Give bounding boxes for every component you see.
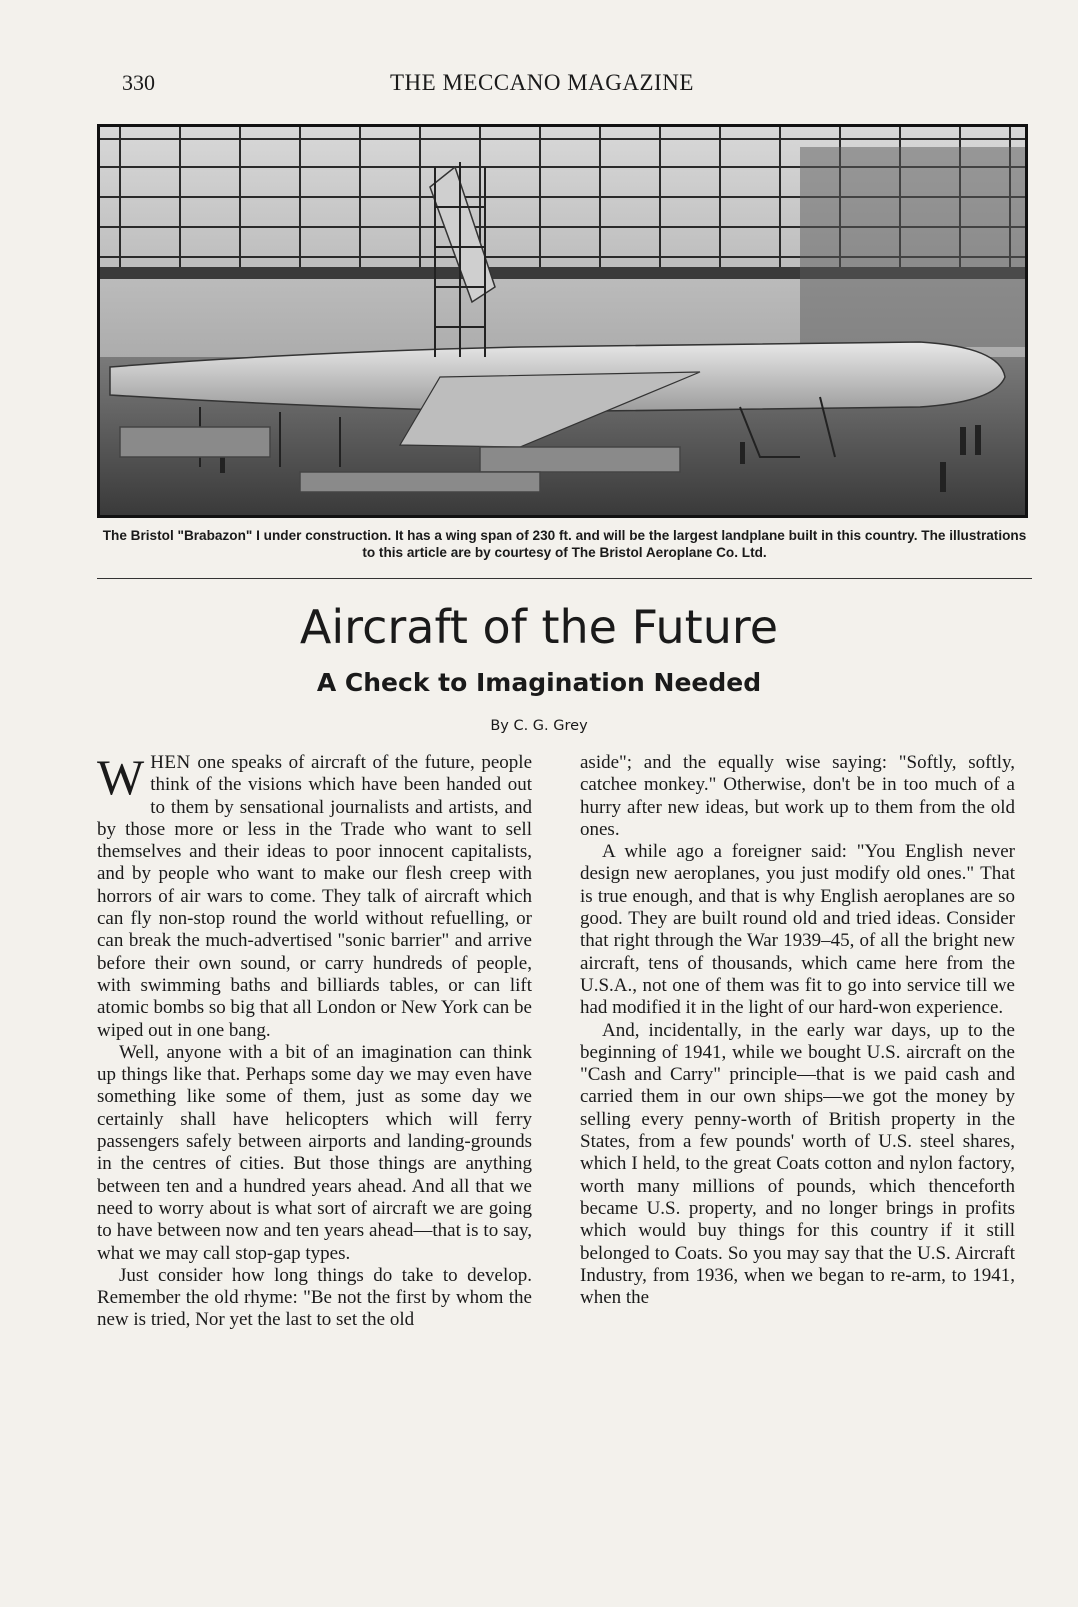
article-paragraph: And, incidentally, in the early war days, up to the beginning of 1941, while we bought U.S. aircraft on the "Cash and Carry" principle—that is we paid cash and carried them in our own ships—we got the money by selling every penny-worth of British property in the States, from a few pounds' worth of U.S. steel shares, which I held, to the great Coats cotton and nylon factory, worth many millions of pounds, which thenceforth became U.S. property, and no longer brings in profits which would buy things for this country if it still belonged to Coats. So you may say that the U.S. Aircraft Industry, from 1936, when we began to re-arm, to 1941, when the [580,1019,1015,1309]
paragraph-text: one speaks of aircraft of the future, people think of the visions which have been handed out to them by sensational journalists and artists, and by those more or less in the Trade who want to sell themselves and their ideas to poor innocent capitalists, and by people who want to make our flesh creep with horrors of air wars to come. They talk of aircraft which can fly non-stop round the world without refuelling, or can break the much-advertised "sonic barrier" and arrive before their own sound, or carry hundreds of people, with swimming baths and billiards tables, or can lift atomic bombs so big that all London or New York can be wiped out in one bang. [97,752,533,1041]
photo-caption: The Bristol "Brabazon" I under construction. It has a wing span of 230 ft. and will be the largest landplane built in this country. The illustrations to this article are by courtesy of The Bristol Aeroplane Co. Ltd. [102,528,1027,560]
article-title: Aircraft of the Future [299,600,779,654]
article-paragraph: Just consider how long things do take to develop. Remember the old rhyme: "Be not the first by whom the new is tried, Nor yet the last to set the old [97,1264,532,1331]
drop-cap: W [97,749,145,805]
page-number: 330 [122,70,155,95]
article-paragraph [97,749,533,1042]
article-subtitle: A Check to Imagination Needed [316,668,762,697]
first-word-rest: HEN [150,752,191,773]
hangar-photo [97,124,1028,518]
article-column-left [97,749,533,1332]
article-paragraph: aside"; and the equally wise saying: "Softly, softly, catchee monkey." Otherwise, don't be in too much of a hurry after new ideas, but work up to them from the old ones. [580,752,1015,840]
article-paragraph: A while ago a foreigner said: "You English never design new aeroplanes, you just modify old ones." That is true enough, and that is why English aeroplanes are so good. They are built round old and tried ideas. Consider that right through the War 1939–45, of all the bright new aircraft, tens of thousands, which came here from the U.S.A., not one of them was fit to go into service till we had modified it in the light of our hard-won experience. [580,841,1015,1019]
article-byline: By C. G. Grey [490,718,588,734]
caption-divider [97,578,1032,579]
article-column-right [580,752,1015,1309]
aircraft-hangar-photo [100,127,1025,515]
article-paragraph: Well, anyone with a bit of an imagination can think up things like that. Perhaps some day we may even have something like some of them, just as some day we certainly shall have helicopters which will ferry passengers safely between airports and landing-grounds in the centres of cities. But those things are anything between ten and a hundred years ahead. And all that we need to worry about is what sort of aircraft we are going to have between now and ten years ahead—that is to say, what we may call stop-gap types. [97,1041,532,1264]
magazine-title: THE MECCANO MAGAZINE [390,70,694,95]
